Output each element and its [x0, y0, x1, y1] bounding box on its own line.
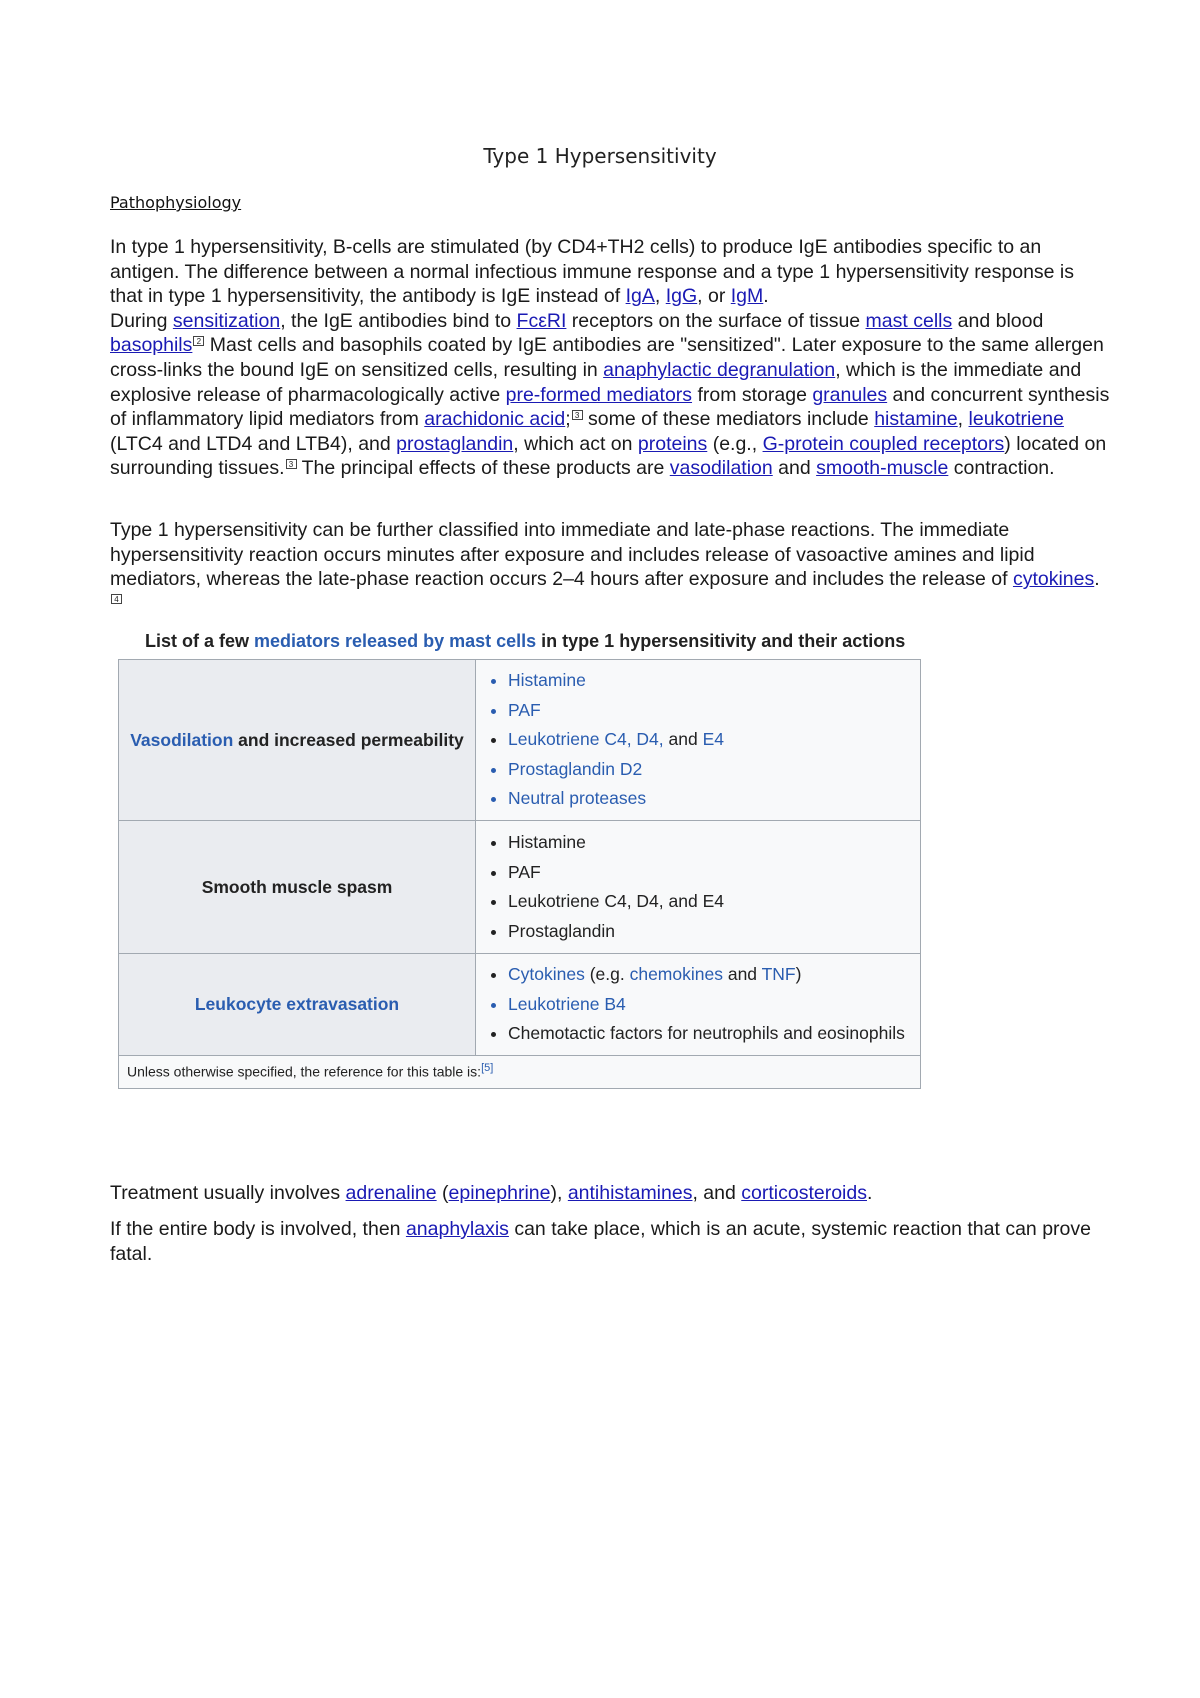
link-e4[interactable]: E4 [702, 729, 724, 750]
link-fceri[interactable]: FcεRI [516, 309, 567, 332]
text: ; [565, 408, 571, 431]
table-row [119, 821, 921, 954]
link-iga[interactable]: IgA [625, 285, 655, 308]
link-tnf[interactable]: TNF [761, 964, 796, 985]
text: and blood [952, 309, 1044, 332]
text: . [763, 285, 769, 308]
link-epinephrine[interactable]: epinephrine [448, 1182, 551, 1204]
list-item: • Leukotriene C4, D4, and E4 [508, 887, 912, 917]
footer-text: Unless otherwise specified, the reference for this table is: [127, 1063, 482, 1080]
mediator-list [484, 666, 912, 814]
table-footer-row [119, 1056, 921, 1089]
text: , [654, 285, 666, 308]
table-row [119, 954, 921, 1056]
reference-marker[interactable]: 3 [572, 410, 583, 420]
mediators-table [118, 659, 921, 1089]
text: and increased permeability [233, 729, 464, 750]
document-title: Type 1 Hypersensitivity [483, 144, 717, 168]
text: ), [550, 1182, 568, 1204]
list-item-paf[interactable]: • PAF [508, 696, 912, 726]
text: ) [795, 964, 802, 985]
text: (e.g. [584, 964, 630, 985]
text: can take place, which is an acute, systemic reaction that can prove fatal. [110, 1218, 1091, 1265]
text: and [663, 729, 703, 750]
list-item-leukotriene-b4[interactable]: • Leukotriene B4 [508, 990, 912, 1020]
table-footer [119, 1056, 921, 1089]
text: Mast cells and basophils coated by IgE antibodies are "sensitized". Later exposure to the same allergen cross-links the bound IgE on sensitized cells, resulting in [110, 334, 1104, 381]
list-item: • PAF [508, 858, 912, 888]
text: , [957, 408, 969, 431]
text: Type 1 hypersensitivity can be further classified into immediate and late-phase reactions. The immediate hypersensitivity reaction occurs minutes after exposure and includes release of vasoactive amines and lipid mediators, whereas the late-phase reaction occurs 2–4 hours after exposure and includes the release of [110, 519, 1035, 591]
link-mast-cells[interactable]: mast cells [865, 309, 953, 332]
link-proteins[interactable]: proteins [637, 432, 708, 455]
list-item: • Prostaglandin [508, 917, 912, 947]
list-item: • Histamine [508, 828, 912, 858]
text: from storage [692, 383, 813, 406]
link-corticosteroids[interactable]: corticosteroids [741, 1182, 867, 1204]
link-basophils[interactable]: basophils [110, 334, 193, 357]
link-igg[interactable]: IgG [665, 285, 698, 308]
link-gpcr[interactable]: G-protein coupled receptors [762, 432, 1005, 455]
table-caption [145, 631, 905, 652]
link-antihistamines[interactable]: antihistamines [567, 1182, 693, 1204]
text: In type 1 hypersensitivity, B-cells are stimulated (by CD4+TH2 cells) to produce IgE antibodies specific to an antigen. The difference between a normal infectious immune response and a type 1 hypersensitivity response is that in type 1 hypersensitivity, the antibody is IgE instead of [110, 236, 1075, 308]
link-vasodilation[interactable]: vasodilation [669, 457, 773, 480]
text: ( [436, 1182, 449, 1204]
text: (e.g., [707, 432, 763, 455]
mediator-list-cell [476, 660, 921, 821]
list-item-prostaglandin-d2[interactable]: • Prostaglandin D2 [508, 755, 912, 785]
reference-marker[interactable]: 4 [111, 594, 122, 604]
list-item-cytokines [508, 960, 912, 990]
list-item-leukotrienes [508, 725, 912, 755]
paragraph-classification [110, 518, 1110, 616]
text: , which act on [513, 432, 638, 455]
link-vasodilation-table[interactable]: Vasodilation [130, 729, 234, 750]
text: During [110, 309, 173, 332]
link-sensitization[interactable]: sensitization [172, 309, 281, 332]
text: . [1094, 568, 1100, 591]
link-prostaglandin[interactable]: prostaglandin [396, 432, 514, 455]
text: , and [692, 1182, 742, 1204]
text: , which is the immediate and explosive release of pharmacologically active [110, 358, 1082, 406]
mediator-list-cell [476, 821, 921, 954]
text: , or [697, 285, 731, 308]
reference-marker[interactable]: 2 [193, 336, 204, 346]
paragraph-treatment [110, 1181, 1110, 1206]
text: and concurrent synthesis of inflammatory lipid mediators from [110, 383, 1110, 431]
link-igm[interactable]: IgM [730, 285, 764, 308]
text: (LTC4 and LTD4 and LTB4), and [110, 432, 397, 455]
text: ) located on surrounding tissues. [110, 432, 1107, 480]
action-cell-vasodilation [119, 660, 476, 821]
link-leukocyte-extravasation[interactable]: Leukocyte extravasation [194, 994, 400, 1014]
link-cytokines[interactable]: cytokines [1012, 568, 1095, 591]
link-anaphylactic-degranulation[interactable]: anaphylactic degranulation [603, 358, 836, 381]
text: and [772, 457, 817, 480]
section-heading-pathophysiology: Pathophysiology [110, 193, 242, 212]
mediator-list-cell [476, 954, 921, 1056]
text: If the entire body is involved, then [110, 1218, 406, 1240]
text: contraction. [948, 457, 1055, 480]
text: . [866, 1182, 873, 1204]
text: The principal effects of these products are [296, 457, 670, 480]
link-adrenaline[interactable]: adrenaline [345, 1182, 437, 1204]
link-smooth-muscle[interactable]: smooth-muscle [816, 457, 949, 480]
text: , the IgE antibodies bind to [280, 309, 517, 332]
reference-marker[interactable]: 3 [286, 459, 297, 469]
mediator-list [484, 960, 912, 1049]
text: receptors on the surface of tissue [566, 309, 866, 332]
link-leukotriene[interactable]: leukotriene [968, 408, 1064, 431]
text: in type 1 hypersensitivity and their actions [536, 631, 906, 651]
text: some of these mediators include [582, 408, 875, 431]
mediator-list [484, 828, 912, 946]
link-anaphylaxis[interactable]: anaphylaxis [405, 1218, 509, 1240]
text: and [722, 964, 762, 985]
list-item-histamine[interactable]: • Histamine [508, 666, 912, 696]
link-arachidonic-acid[interactable]: arachidonic acid [424, 408, 566, 431]
action-cell-smooth-muscle: Smooth muscle spasm [119, 821, 476, 954]
table-row [119, 660, 921, 821]
link-granules[interactable]: granules [812, 383, 888, 406]
link-leukotriene-c4-d4[interactable]: Leukotriene C4, D4, [508, 729, 664, 750]
action-cell-leukocyte [119, 954, 476, 1056]
link-chemokines[interactable]: chemokines [629, 964, 723, 985]
footer-reference[interactable]: [5] [481, 1062, 494, 1074]
text: List of a few [145, 631, 255, 651]
text: Treatment usually involves [110, 1182, 346, 1204]
paragraph-anaphylaxis [110, 1217, 1110, 1266]
link-pre-formed-mediators[interactable]: pre-formed mediators [505, 383, 693, 406]
link-cytokines-table[interactable]: Cytokines [508, 964, 585, 985]
link-histamine[interactable]: histamine [874, 408, 958, 431]
caption-link-mediators[interactable]: mediators released by mast cells [254, 631, 537, 651]
paragraph-mechanism [110, 235, 1110, 481]
list-item-chemotactic: • Chemotactic factors for neutrophils and eosinophils [508, 1019, 912, 1049]
list-item-neutral-proteases[interactable]: • Neutral proteases [508, 784, 912, 814]
